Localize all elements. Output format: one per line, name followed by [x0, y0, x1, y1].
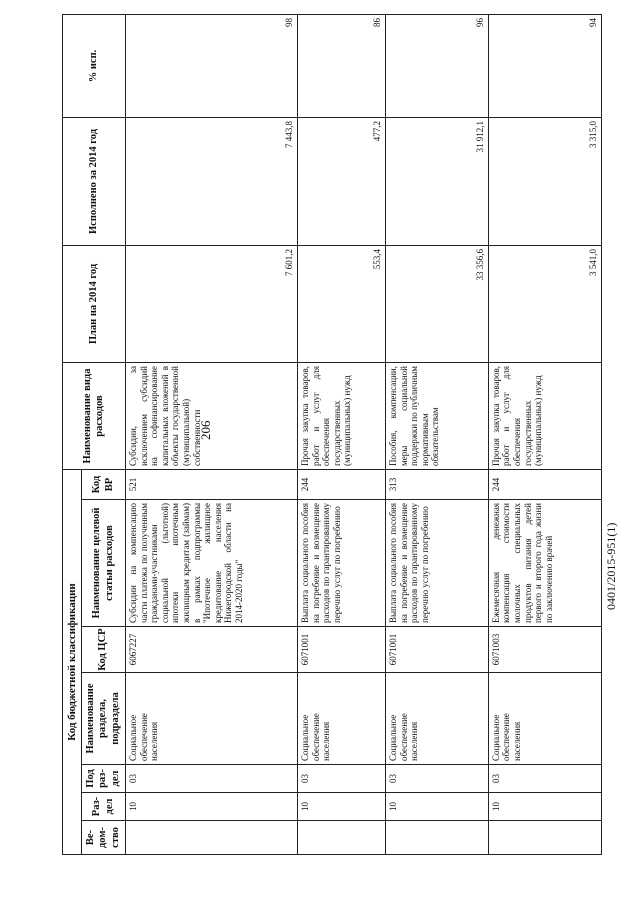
- cell-exec: 31 912,1: [386, 118, 489, 246]
- cell-percent: 96: [386, 15, 489, 118]
- table-row: [386, 15, 489, 855]
- header-plan: План на 2014 год: [63, 246, 126, 363]
- cell-target-name: Субсидии на компенсацию части платежа по полученным гражданами-участниками социальной (льготной) ипотеки ипотечным жилищным кредитам (займам) в рамках подпрограммы "Ипотечное жилищное кредитование населения Нижегородской области на 2014-2020 годы": [126, 500, 298, 627]
- cell-vr: 244: [297, 470, 385, 500]
- header-ved: Ве-дом-ство: [82, 821, 126, 855]
- cell-ved: [126, 821, 298, 855]
- cell-podrazdel: 03: [488, 765, 601, 793]
- header-razdel: Раз-дел: [82, 793, 126, 821]
- cell-plan: 33 356,6: [386, 246, 489, 363]
- cell-section-name: Социальное обеспечение населения: [126, 673, 298, 765]
- header-csr: Код ЦСР: [82, 627, 126, 673]
- header-podrazdel: Под раз-дел: [82, 765, 126, 793]
- budget-table: [62, 14, 602, 855]
- cell-exec: 3 315,0: [488, 118, 601, 246]
- cell-vr: 244: [488, 470, 601, 500]
- cell-csr: 6071003: [488, 627, 601, 673]
- header-percent: % исп.: [63, 15, 126, 118]
- document-code: 0401/2015-951(1): [604, 522, 618, 610]
- cell-target-name: Выплата социального пособия на погребение и возмещение расходов по гарантированному перечню услуг по погребению: [297, 500, 385, 627]
- cell-vr-name: Прочая закупка товаров, работ и услуг для обеспечения государственных (муниципальных) нужд: [488, 363, 601, 470]
- cell-section-name: Социальное обеспечение населения: [297, 673, 385, 765]
- cell-vr-name: Прочая закупка товаров, работ и услуг для обеспечения государственных (муниципальных) нужд: [297, 363, 385, 470]
- cell-razdel: 10: [386, 793, 489, 821]
- cell-razdel: 10: [126, 793, 298, 821]
- cell-ved: [386, 821, 489, 855]
- table-row: [488, 15, 601, 855]
- cell-podrazdel: 03: [386, 765, 489, 793]
- cell-target-name: Выплата социального пособия на погребение и возмещение расходов по гарантированному перечню услуг по погребению: [386, 500, 489, 627]
- header-target-name: Наименование целевой статьи расходов: [82, 500, 126, 627]
- cell-plan: 7 601,2: [126, 246, 298, 363]
- header-section-name: Наименование раздела, подраздела: [82, 673, 126, 765]
- header-vr: Код ВР: [82, 470, 126, 500]
- budget-table-container: [62, 15, 602, 855]
- cell-csr: 6071001: [297, 627, 385, 673]
- cell-ved: [488, 821, 601, 855]
- header-exec: Исполнено за 2014 год: [63, 118, 126, 246]
- cell-razdel: 10: [488, 793, 601, 821]
- cell-vr: 521: [126, 470, 298, 500]
- cell-plan: 3 541,0: [488, 246, 601, 363]
- cell-section-name: Социальное обеспечение населения: [488, 673, 601, 765]
- cell-plan: 553,4: [297, 246, 385, 363]
- page-number: 206: [198, 420, 213, 440]
- table-row: [126, 15, 298, 855]
- cell-target-name: Ежемесячная денежная компенсация стоимости молочных специальных продуктов питания детей первого и второго года жизни по заключению врачей: [488, 500, 601, 627]
- cell-vr-name: Субсидии, за исключением субсидий на софинансирование капитальных вложений в объекты государственной (муниципальной) собственности: [126, 363, 298, 470]
- cell-razdel: 10: [297, 793, 385, 821]
- cell-percent: 98: [126, 15, 298, 118]
- cell-percent: 94: [488, 15, 601, 118]
- cell-section-name: Социальное обеспечение населения: [386, 673, 489, 765]
- header-vr-name: Наименование вида расходов: [63, 363, 126, 470]
- table-row: [297, 15, 385, 855]
- cell-podrazdel: 03: [126, 765, 298, 793]
- cell-csr: 6067227: [126, 627, 298, 673]
- cell-podrazdel: 03: [297, 765, 385, 793]
- cell-exec: 7 443,8: [126, 118, 298, 246]
- classification-group-header: Код бюджетной классификации: [63, 470, 82, 855]
- cell-vr: 313: [386, 470, 489, 500]
- cell-vr-name: Пособия, компенсации, меры социальной поддержки по публичным нормативным обязательствам: [386, 363, 489, 470]
- cell-percent: 86: [297, 15, 385, 118]
- cell-exec: 477,2: [297, 118, 385, 246]
- cell-csr: 6071001: [386, 627, 489, 673]
- cell-ved: [297, 821, 385, 855]
